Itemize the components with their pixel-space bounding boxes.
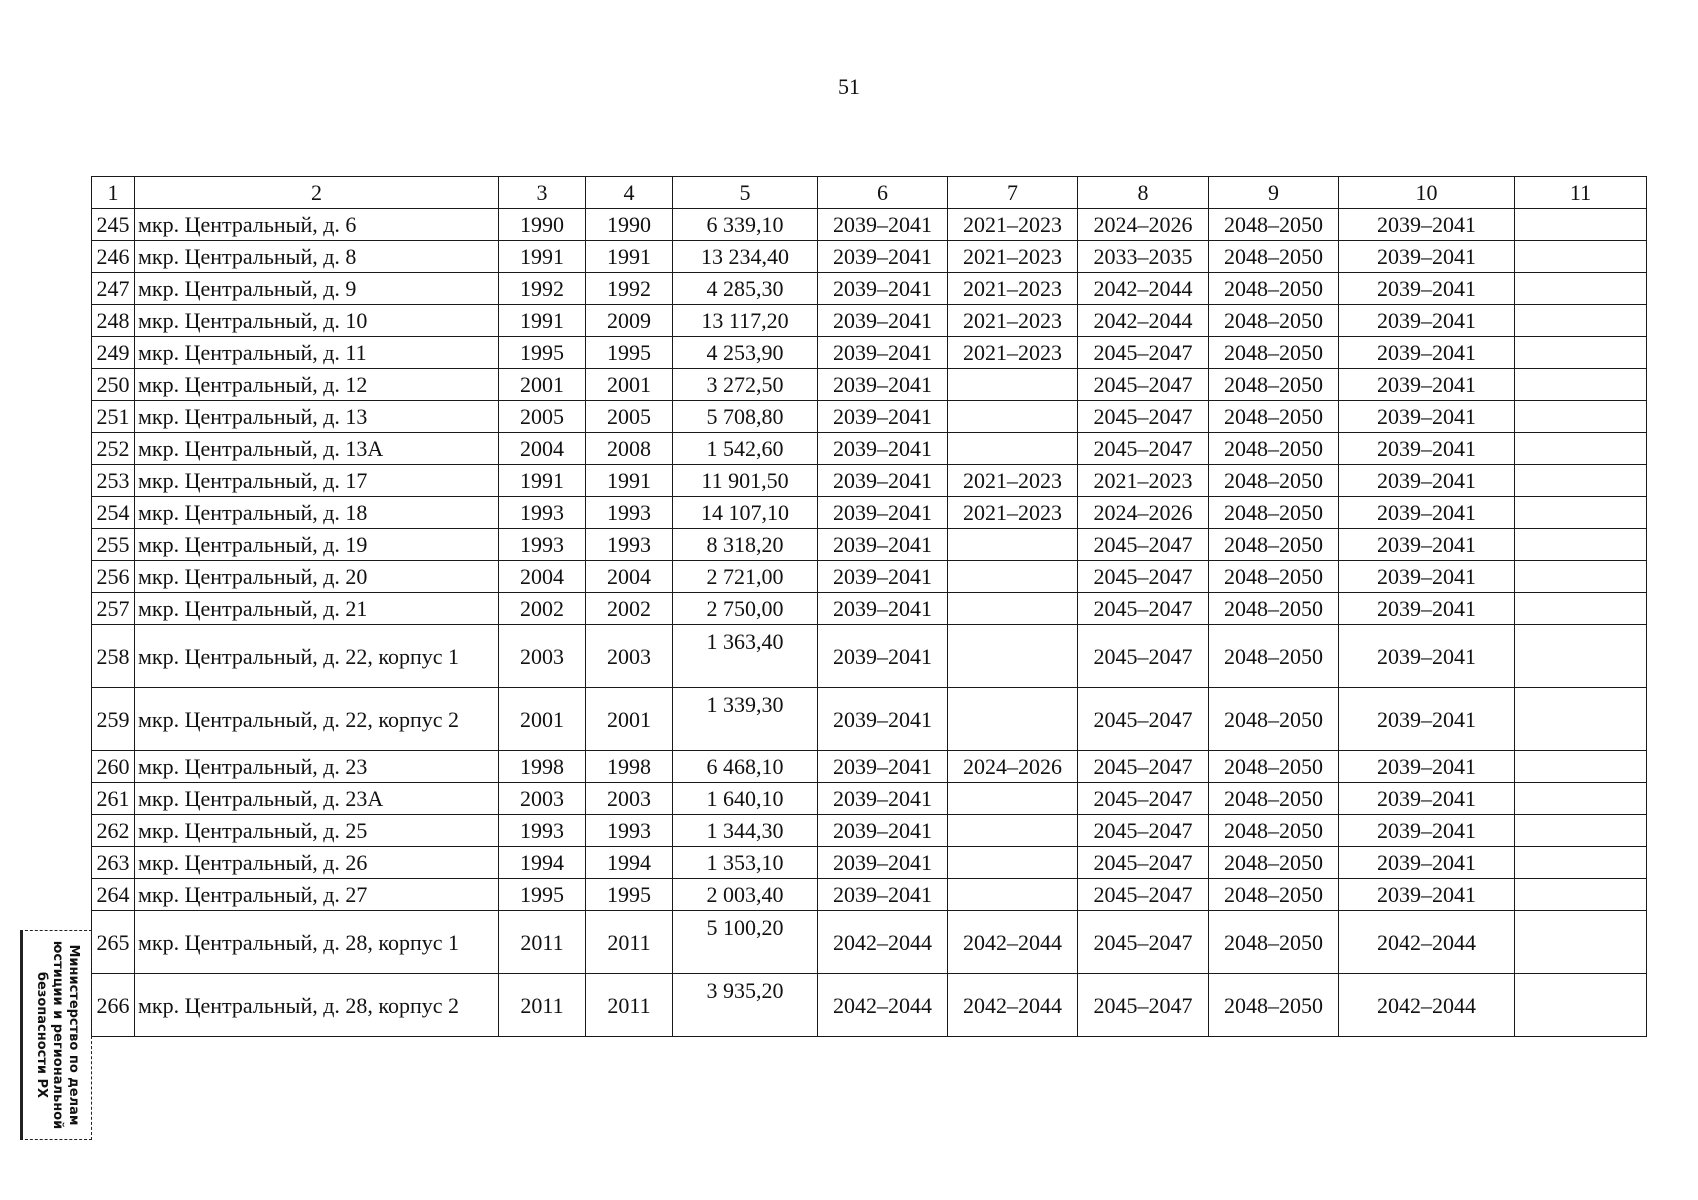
cell-col8: 2045–2047 xyxy=(1078,751,1209,783)
header-cell: 8 xyxy=(1078,177,1209,209)
cell-col6: 2039–2041 xyxy=(818,273,948,305)
header-cell: 9 xyxy=(1209,177,1339,209)
cell-col11 xyxy=(1515,337,1647,369)
cell-col7: 2042–2044 xyxy=(948,911,1078,974)
cell-col10: 2042–2044 xyxy=(1339,974,1515,1037)
cell-col9: 2048–2050 xyxy=(1209,465,1339,497)
cell-col6: 2039–2041 xyxy=(818,529,948,561)
cell-col8: 2045–2047 xyxy=(1078,529,1209,561)
cell-col7: 2021–2023 xyxy=(948,209,1078,241)
table-row xyxy=(92,273,1647,305)
cell-col7 xyxy=(948,561,1078,593)
header-cell: 1 xyxy=(92,177,135,209)
cell-col10: 2039–2041 xyxy=(1339,209,1515,241)
address-cell: мкр. Центральный, д. 8 xyxy=(135,241,499,273)
cell-col7: 2021–2023 xyxy=(948,497,1078,529)
row-number-cell: 260 xyxy=(92,751,135,783)
cell-col3: 2005 xyxy=(499,401,586,433)
cell-col7 xyxy=(948,369,1078,401)
cell-col10: 2039–2041 xyxy=(1339,847,1515,879)
cell-col7 xyxy=(948,815,1078,847)
cell-col6: 2042–2044 xyxy=(818,911,948,974)
table-row xyxy=(92,815,1647,847)
cell-col11 xyxy=(1515,688,1647,751)
cell-col7: 2024–2026 xyxy=(948,751,1078,783)
cell-col10: 2039–2041 xyxy=(1339,751,1515,783)
cell-col4: 1993 xyxy=(586,497,673,529)
cell-col6: 2042–2044 xyxy=(818,974,948,1037)
cell-col4: 1998 xyxy=(586,751,673,783)
cell-col4: 1994 xyxy=(586,847,673,879)
cell-col10: 2039–2041 xyxy=(1339,561,1515,593)
cell-col3: 2011 xyxy=(499,911,586,974)
row-number-cell: 253 xyxy=(92,465,135,497)
cell-col7 xyxy=(948,433,1078,465)
row-number-cell: 252 xyxy=(92,433,135,465)
table-row xyxy=(92,369,1647,401)
cell-col8: 2045–2047 xyxy=(1078,337,1209,369)
cell-col11 xyxy=(1515,209,1647,241)
cell-col6: 2039–2041 xyxy=(818,688,948,751)
row-number-cell: 262 xyxy=(92,815,135,847)
cell-col9: 2048–2050 xyxy=(1209,529,1339,561)
cell-col6: 2039–2041 xyxy=(818,847,948,879)
cell-col10: 2039–2041 xyxy=(1339,305,1515,337)
cell-col4: 1990 xyxy=(586,209,673,241)
cell-col9: 2048–2050 xyxy=(1209,688,1339,751)
cell-col10: 2039–2041 xyxy=(1339,815,1515,847)
cell-col4: 2008 xyxy=(586,433,673,465)
cell-col7 xyxy=(948,688,1078,751)
stamp-line: юстиции и региональной xyxy=(50,940,65,1130)
header-cell: 3 xyxy=(499,177,586,209)
cell-col4: 2003 xyxy=(586,783,673,815)
cell-col7 xyxy=(948,401,1078,433)
cell-col10: 2039–2041 xyxy=(1339,273,1515,305)
row-number-cell: 257 xyxy=(92,593,135,625)
cell-col11 xyxy=(1515,974,1647,1037)
page-number: 51 xyxy=(838,74,860,99)
cell-col7: 2021–2023 xyxy=(948,337,1078,369)
cell-col6: 2039–2041 xyxy=(818,369,948,401)
address-cell: мкр. Центральный, д. 21 xyxy=(135,593,499,625)
cell-col3: 1994 xyxy=(499,847,586,879)
cell-col6: 2039–2041 xyxy=(818,815,948,847)
cell-col8: 2045–2047 xyxy=(1078,783,1209,815)
address-cell: мкр. Центральный, д. 18 xyxy=(135,497,499,529)
address-cell: мкр. Центральный, д. 27 xyxy=(135,879,499,911)
address-cell: мкр. Центральный, д. 9 xyxy=(135,273,499,305)
cell-col9: 2048–2050 xyxy=(1209,783,1339,815)
table-row xyxy=(92,209,1647,241)
area-cell: 13 234,40 xyxy=(673,241,818,273)
table-row xyxy=(92,688,1647,751)
cell-col10: 2042–2044 xyxy=(1339,911,1515,974)
cell-col11 xyxy=(1515,847,1647,879)
stamp-line: Министерство по делам xyxy=(66,944,81,1126)
cell-col3: 1993 xyxy=(499,529,586,561)
cell-col3: 2001 xyxy=(499,688,586,751)
row-number-cell: 249 xyxy=(92,337,135,369)
cell-col8: 2033–2035 xyxy=(1078,241,1209,273)
cell-col11 xyxy=(1515,783,1647,815)
cell-col8: 2024–2026 xyxy=(1078,209,1209,241)
cell-col6: 2039–2041 xyxy=(818,879,948,911)
address-cell: мкр. Центральный, д. 20 xyxy=(135,561,499,593)
row-number-cell: 261 xyxy=(92,783,135,815)
area-cell: 14 107,10 xyxy=(673,497,818,529)
cell-col11 xyxy=(1515,465,1647,497)
header-cell: 7 xyxy=(948,177,1078,209)
address-cell: мкр. Центральный, д. 23А xyxy=(135,783,499,815)
cell-col8: 2045–2047 xyxy=(1078,911,1209,974)
address-cell: мкр. Центральный, д. 26 xyxy=(135,847,499,879)
cell-col10: 2039–2041 xyxy=(1339,369,1515,401)
cell-col11 xyxy=(1515,273,1647,305)
header-cell: 5 xyxy=(673,177,818,209)
area-cell: 5 708,80 xyxy=(673,401,818,433)
cell-col11 xyxy=(1515,401,1647,433)
cell-col6: 2039–2041 xyxy=(818,305,948,337)
cell-col4: 1992 xyxy=(586,273,673,305)
cell-col11 xyxy=(1515,305,1647,337)
area-cell: 4 285,30 xyxy=(673,273,818,305)
cell-col7 xyxy=(948,529,1078,561)
cell-col9: 2048–2050 xyxy=(1209,911,1339,974)
cell-col11 xyxy=(1515,911,1647,974)
cell-col9: 2048–2050 xyxy=(1209,369,1339,401)
area-cell: 2 750,00 xyxy=(673,593,818,625)
cell-col6: 2039–2041 xyxy=(818,433,948,465)
address-cell: мкр. Центральный, д. 22, корпус 1 xyxy=(135,625,499,688)
area-cell: 8 318,20 xyxy=(673,529,818,561)
cell-col10: 2039–2041 xyxy=(1339,625,1515,688)
cell-col6: 2039–2041 xyxy=(818,401,948,433)
cell-col4: 1995 xyxy=(586,879,673,911)
cell-col4: 2003 xyxy=(586,625,673,688)
area-cell: 3 272,50 xyxy=(673,369,818,401)
cell-col6: 2039–2041 xyxy=(818,337,948,369)
table-row xyxy=(92,879,1647,911)
cell-col11 xyxy=(1515,241,1647,273)
cell-col9: 2048–2050 xyxy=(1209,625,1339,688)
area-cell: 2 003,40 xyxy=(673,879,818,911)
row-number-cell: 245 xyxy=(92,209,135,241)
cell-col9: 2048–2050 xyxy=(1209,305,1339,337)
cell-col3: 1993 xyxy=(499,815,586,847)
cell-col6: 2039–2041 xyxy=(818,625,948,688)
cell-col11 xyxy=(1515,815,1647,847)
cell-col8: 2045–2047 xyxy=(1078,974,1209,1037)
cell-col11 xyxy=(1515,625,1647,688)
cell-col8: 2045–2047 xyxy=(1078,401,1209,433)
row-number-cell: 250 xyxy=(92,369,135,401)
address-cell: мкр. Центральный, д. 13А xyxy=(135,433,499,465)
cell-col7: 2021–2023 xyxy=(948,465,1078,497)
cell-col8: 2045–2047 xyxy=(1078,688,1209,751)
cell-col8: 2045–2047 xyxy=(1078,369,1209,401)
cell-col9: 2048–2050 xyxy=(1209,561,1339,593)
cell-col10: 2039–2041 xyxy=(1339,401,1515,433)
address-cell: мкр. Центральный, д. 17 xyxy=(135,465,499,497)
table-header-row xyxy=(92,177,1647,209)
table-row xyxy=(92,465,1647,497)
cell-col6: 2039–2041 xyxy=(818,561,948,593)
cell-col4: 1993 xyxy=(586,529,673,561)
cell-col3: 2004 xyxy=(499,433,586,465)
stamp-text xyxy=(33,935,81,1135)
cell-col6: 2039–2041 xyxy=(818,465,948,497)
address-cell: мкр. Центральный, д. 25 xyxy=(135,815,499,847)
area-cell: 1 339,30 xyxy=(673,688,818,751)
address-cell: мкр. Центральный, д. 22, корпус 2 xyxy=(135,688,499,751)
cell-col4: 2002 xyxy=(586,593,673,625)
cell-col7: 2021–2023 xyxy=(948,241,1078,273)
cell-col3: 1991 xyxy=(499,465,586,497)
cell-col11 xyxy=(1515,561,1647,593)
row-number-cell: 247 xyxy=(92,273,135,305)
table-row xyxy=(92,974,1647,1037)
cell-col9: 2048–2050 xyxy=(1209,337,1339,369)
address-cell: мкр. Центральный, д. 6 xyxy=(135,209,499,241)
cell-col6: 2039–2041 xyxy=(818,593,948,625)
cell-col9: 2048–2050 xyxy=(1209,497,1339,529)
cell-col7: 2021–2023 xyxy=(948,273,1078,305)
cell-col3: 1992 xyxy=(499,273,586,305)
cell-col3: 1993 xyxy=(499,497,586,529)
cell-col3: 2002 xyxy=(499,593,586,625)
cell-col4: 1995 xyxy=(586,337,673,369)
row-number-cell: 263 xyxy=(92,847,135,879)
area-cell: 4 253,90 xyxy=(673,337,818,369)
address-cell: мкр. Центральный, д. 23 xyxy=(135,751,499,783)
area-cell: 1 542,60 xyxy=(673,433,818,465)
cell-col11 xyxy=(1515,529,1647,561)
row-number-cell: 255 xyxy=(92,529,135,561)
table-row xyxy=(92,593,1647,625)
table-row xyxy=(92,305,1647,337)
cell-col7 xyxy=(948,593,1078,625)
address-cell: мкр. Центральный, д. 10 xyxy=(135,305,499,337)
cell-col4: 1991 xyxy=(586,241,673,273)
address-cell: мкр. Центральный, д. 12 xyxy=(135,369,499,401)
cell-col10: 2039–2041 xyxy=(1339,529,1515,561)
cell-col7: 2021–2023 xyxy=(948,305,1078,337)
table-row xyxy=(92,337,1647,369)
table-row xyxy=(92,401,1647,433)
area-cell: 1 353,10 xyxy=(673,847,818,879)
cell-col8: 2024–2026 xyxy=(1078,497,1209,529)
cell-col7: 2042–2044 xyxy=(948,974,1078,1037)
header-cell: 4 xyxy=(586,177,673,209)
area-cell: 6 468,10 xyxy=(673,751,818,783)
cell-col9: 2048–2050 xyxy=(1209,879,1339,911)
cell-col3: 1990 xyxy=(499,209,586,241)
area-cell: 3 935,20 xyxy=(673,974,818,1037)
table-row xyxy=(92,433,1647,465)
area-cell: 1 344,30 xyxy=(673,815,818,847)
area-cell: 13 117,20 xyxy=(673,305,818,337)
cell-col8: 2045–2047 xyxy=(1078,879,1209,911)
cell-col8: 2042–2044 xyxy=(1078,273,1209,305)
stamp-line: безопасности РХ xyxy=(34,971,49,1099)
address-cell: мкр. Центральный, д. 11 xyxy=(135,337,499,369)
cell-col3: 1991 xyxy=(499,241,586,273)
cell-col7 xyxy=(948,879,1078,911)
cell-col3: 2011 xyxy=(499,974,586,1037)
cell-col9: 2048–2050 xyxy=(1209,751,1339,783)
row-number-cell: 254 xyxy=(92,497,135,529)
cell-col3: 2003 xyxy=(499,625,586,688)
cell-col3: 2003 xyxy=(499,783,586,815)
cell-col9: 2048–2050 xyxy=(1209,401,1339,433)
cell-col4: 2004 xyxy=(586,561,673,593)
table-row xyxy=(92,783,1647,815)
cell-col11 xyxy=(1515,497,1647,529)
area-cell: 5 100,20 xyxy=(673,911,818,974)
table-row xyxy=(92,529,1647,561)
header-cell: 6 xyxy=(818,177,948,209)
cell-col7 xyxy=(948,783,1078,815)
cell-col8: 2045–2047 xyxy=(1078,561,1209,593)
area-cell: 1 640,10 xyxy=(673,783,818,815)
cell-col4: 1991 xyxy=(586,465,673,497)
cell-col8: 2021–2023 xyxy=(1078,465,1209,497)
cell-col11 xyxy=(1515,433,1647,465)
cell-col10: 2039–2041 xyxy=(1339,783,1515,815)
address-cell: мкр. Центральный, д. 13 xyxy=(135,401,499,433)
cell-col9: 2048–2050 xyxy=(1209,815,1339,847)
cell-col8: 2045–2047 xyxy=(1078,815,1209,847)
cell-col10: 2039–2041 xyxy=(1339,241,1515,273)
cell-col8: 2045–2047 xyxy=(1078,593,1209,625)
cell-col6: 2039–2041 xyxy=(818,241,948,273)
table-row xyxy=(92,241,1647,273)
cell-col9: 2048–2050 xyxy=(1209,273,1339,305)
cell-col10: 2039–2041 xyxy=(1339,497,1515,529)
row-number-cell: 246 xyxy=(92,241,135,273)
cell-col9: 2048–2050 xyxy=(1209,974,1339,1037)
cell-col7 xyxy=(948,625,1078,688)
cell-col4: 2011 xyxy=(586,974,673,1037)
area-cell: 2 721,00 xyxy=(673,561,818,593)
cell-col4: 2011 xyxy=(586,911,673,974)
registration-stamp xyxy=(20,930,92,1140)
row-number-cell: 265 xyxy=(92,911,135,974)
table-row xyxy=(92,847,1647,879)
address-cell: мкр. Центральный, д. 28, корпус 2 xyxy=(135,974,499,1037)
row-number-cell: 248 xyxy=(92,305,135,337)
area-cell: 1 363,40 xyxy=(673,625,818,688)
cell-col3: 1995 xyxy=(499,337,586,369)
cell-col10: 2039–2041 xyxy=(1339,688,1515,751)
row-number-cell: 264 xyxy=(92,879,135,911)
table-row xyxy=(92,911,1647,974)
cell-col6: 2039–2041 xyxy=(818,209,948,241)
cell-col10: 2039–2041 xyxy=(1339,465,1515,497)
table-row xyxy=(92,561,1647,593)
cell-col9: 2048–2050 xyxy=(1209,847,1339,879)
cell-col9: 2048–2050 xyxy=(1209,241,1339,273)
cell-col11 xyxy=(1515,593,1647,625)
cell-col6: 2039–2041 xyxy=(818,497,948,529)
area-cell: 6 339,10 xyxy=(673,209,818,241)
cell-col9: 2048–2050 xyxy=(1209,433,1339,465)
cell-col8: 2045–2047 xyxy=(1078,847,1209,879)
row-number-cell: 259 xyxy=(92,688,135,751)
cell-col4: 1993 xyxy=(586,815,673,847)
row-number-cell: 251 xyxy=(92,401,135,433)
cell-col6: 2039–2041 xyxy=(818,751,948,783)
cell-col8: 2042–2044 xyxy=(1078,305,1209,337)
area-cell: 11 901,50 xyxy=(673,465,818,497)
cell-col3: 1998 xyxy=(499,751,586,783)
row-number-cell: 256 xyxy=(92,561,135,593)
cell-col11 xyxy=(1515,879,1647,911)
header-cell: 11 xyxy=(1515,177,1647,209)
cell-col4: 2001 xyxy=(586,369,673,401)
data-table xyxy=(91,176,1647,1037)
cell-col3: 1991 xyxy=(499,305,586,337)
cell-col8: 2045–2047 xyxy=(1078,625,1209,688)
cell-col9: 2048–2050 xyxy=(1209,209,1339,241)
cell-col4: 2005 xyxy=(586,401,673,433)
header-cell: 10 xyxy=(1339,177,1515,209)
cell-col10: 2039–2041 xyxy=(1339,433,1515,465)
cell-col9: 2048–2050 xyxy=(1209,593,1339,625)
cell-col10: 2039–2041 xyxy=(1339,337,1515,369)
cell-col11 xyxy=(1515,369,1647,401)
row-number-cell: 258 xyxy=(92,625,135,688)
table-row xyxy=(92,625,1647,688)
cell-col4: 2001 xyxy=(586,688,673,751)
row-number-cell: 266 xyxy=(92,974,135,1037)
table-row xyxy=(92,751,1647,783)
cell-col8: 2045–2047 xyxy=(1078,433,1209,465)
cell-col11 xyxy=(1515,751,1647,783)
cell-col7 xyxy=(948,847,1078,879)
cell-col4: 2009 xyxy=(586,305,673,337)
cell-col3: 1995 xyxy=(499,879,586,911)
header-cell: 2 xyxy=(135,177,499,209)
cell-col3: 2004 xyxy=(499,561,586,593)
cell-col10: 2039–2041 xyxy=(1339,593,1515,625)
cell-col10: 2039–2041 xyxy=(1339,879,1515,911)
address-cell: мкр. Центральный, д. 28, корпус 1 xyxy=(135,911,499,974)
address-cell: мкр. Центральный, д. 19 xyxy=(135,529,499,561)
table-row xyxy=(92,497,1647,529)
cell-col6: 2039–2041 xyxy=(818,783,948,815)
cell-col3: 2001 xyxy=(499,369,586,401)
